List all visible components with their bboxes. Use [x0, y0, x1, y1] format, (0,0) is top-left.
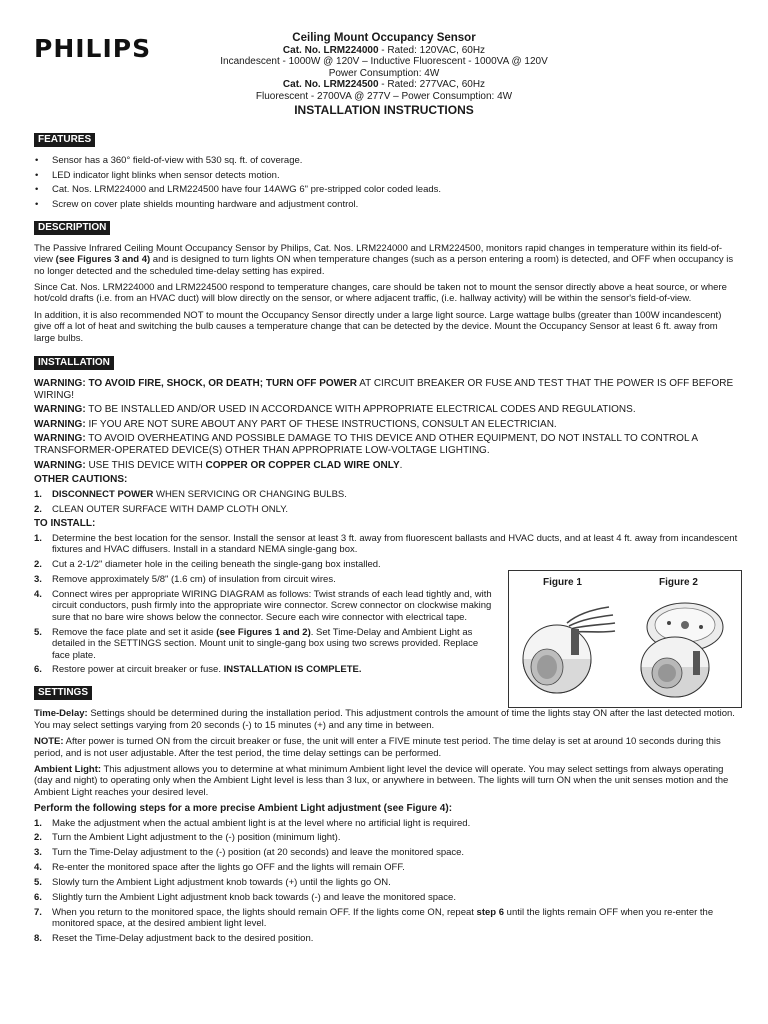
other-cautions-heading: OTHER CAUTIONS: — [34, 474, 128, 486]
step-number: 7. — [34, 907, 42, 918]
settings-heading: SETTINGS — [34, 686, 92, 700]
ambient-step — [34, 877, 740, 888]
note-label: NOTE: — [34, 736, 64, 748]
caution-item — [34, 489, 740, 500]
sensor-side-view-figure — [523, 607, 615, 693]
warning-label: WARNING: — [34, 433, 86, 445]
warning-item — [34, 460, 740, 472]
time-delay-label: Time-Delay: — [34, 708, 88, 720]
desc-text: and is designed to turn lights ON when temperature changes (such as a person entering a room) is detected, and OFF when occupancy is no longer detected and the scheduled time-delay setting has expired. — [34, 254, 734, 277]
install-step — [34, 627, 492, 661]
warning-label: WARNING: — [34, 404, 86, 416]
install-step — [34, 559, 492, 570]
step-text: until the lights remain OFF when you re-enter the monitored space, at the desired ambient light level. — [52, 907, 714, 930]
step-text: Remove approximately 5/8" (1.6 cm) of insulation from circuit wires. — [52, 574, 336, 586]
step-text: Turn the Time-Delay adjustment to the (-) position (at 20 seconds) and leave the monitored space. — [52, 847, 465, 859]
instructions-title: INSTALLATION INSTRUCTIONS — [294, 102, 474, 117]
warning-label: WARNING: — [34, 459, 86, 471]
step-text: Re-enter the monitored space after the lights go OFF and the lights will remain OFF. — [52, 862, 405, 874]
document-body — [34, 133, 740, 948]
ambient-step — [34, 862, 740, 873]
warning-bold: TO AVOID FIRE, SHOCK, OR DEATH; TURN OFF POWER — [85, 378, 357, 390]
figure-ref: (see Figures 3 and 4) — [55, 254, 151, 266]
caution-text: WHEN SERVICING OR CHANGING BULBS. — [153, 488, 347, 500]
warning-text: AT CIRCUIT BREAKER OR FUSE AND TEST THAT THE POWER IS OFF BEFORE WIRING! — [34, 378, 734, 401]
step-text: Turn the Ambient Light adjustment to the (-) position (minimum light). — [52, 832, 341, 844]
feature-item: • Cat. Nos. LRM224000 and LRM224500 have four 14AWG 6" pre-stripped color coded leads. — [52, 184, 740, 195]
ambient-step — [34, 847, 740, 858]
step-number: 2. — [34, 832, 42, 844]
step-text: . Set Time-Delay and Ambient Light as detailed in the SETTINGS section. Mount unit to single-gang box using two screws provided. Replace face plate. — [52, 626, 479, 661]
desc-text: The Passive Infrared Ceiling Mount Occupancy Sensor by Philips, Cat. Nos. LRM224000 and LRM224500, monitors rapid changes in temperature within its field-of-view — [34, 242, 723, 266]
note-paragraph — [34, 736, 740, 759]
warning-item — [34, 433, 740, 456]
warning-label: WARNING: — [34, 378, 86, 390]
install-step — [34, 589, 492, 623]
description-heading: DESCRIPTION — [34, 221, 110, 235]
ambient-step — [34, 818, 740, 829]
step-number: 5. — [34, 626, 42, 638]
sensor-plate-and-dome-figure — [641, 603, 723, 697]
step-number: 1. — [34, 817, 42, 829]
product-title: Ceiling Mount Occupancy Sensor — [292, 32, 476, 44]
step-number: 1. — [34, 488, 42, 500]
step-text: Reset the Time-Delay adjustment back to the desired position. — [52, 933, 314, 945]
install-step — [34, 574, 492, 585]
step-number: 4. — [34, 588, 42, 600]
ambient-steps-list — [34, 818, 740, 945]
warning-label: WARNING: — [34, 418, 86, 430]
spec-line-2: Incandescent - 1000W @ 120V – Inductive Fluorescent - 1000VA @ 120V — [220, 56, 548, 68]
step-number: 4. — [34, 862, 42, 874]
step-number: 3. — [34, 574, 42, 586]
time-delay-text: Settings should be determined during the installation period. This adjustment controls the amount of time the lights stay ON after the last detected motion. You may select settings varying from 20 seconds (-) to 15 minutes (+) and any time in between. — [34, 708, 735, 731]
ambient-step — [34, 892, 740, 903]
ambient-label: Ambient Light: — [34, 763, 102, 775]
step-text: Make the adjustment when the actual ambient light is at the level where no artificial light is required. — [52, 817, 471, 829]
warning-text: TO BE INSTALLED AND/OR USED IN ACCORDANCE WITH APPROPRIATE ELECTRICAL CODES AND REGULATIONS. — [85, 404, 636, 416]
step-text: Slowly turn the Ambient Light adjustment knob towards (+) until the lights go ON. — [52, 877, 391, 889]
figure-ref: (see Figures 1 and 2) — [216, 626, 311, 638]
installation-heading: INSTALLATION — [34, 356, 114, 370]
step-text: Connect wires per appropriate WIRING DIAGRAM as follows: Twist strands of each lead tightly and, with circuit conductors, push firmly into the appropriate wire connector. Screw connector on clockwise making sure that no bare wire shows below the connector. Secure each wire connector with electrical tape. — [52, 588, 492, 623]
step-number: 2. — [34, 559, 42, 571]
warning-text: USE THIS DEVICE WITH — [85, 459, 206, 471]
feature-item: • Screw on cover plate shields mounting hardware and adjustment control. — [52, 199, 740, 210]
step-number: 3. — [34, 847, 42, 859]
description-paragraph-1 — [34, 243, 740, 277]
feature-item: • LED indicator light blinks when sensor detects motion. — [52, 170, 740, 181]
warnings-block — [34, 378, 740, 471]
step-text: When you return to the monitored space, the lights should remain OFF. If the lights come ON, repeat — [52, 907, 477, 918]
step-number: 6. — [34, 892, 42, 904]
install-step — [34, 664, 492, 675]
sensor-illustration — [509, 571, 741, 707]
warning-text: TO AVOID OVERHEATING AND POSSIBLE DAMAGE TO THIS DEVICE AND OTHER EQUIPMENT, DO NOT INSTALL TO CONTROL A TRANSFORMER-OPERATED DEVICE(S) OTHER THAN APPROPRIATE LOW-VOLTAGE LIGHTING. — [34, 433, 698, 457]
warning-item — [34, 378, 740, 401]
spec-line-1 — [200, 45, 568, 57]
step-text: Restore power at circuit breaker or fuse. — [52, 664, 224, 676]
caution-bold: DISCONNECT POWER — [52, 488, 154, 500]
spec-line-5: Fluorescent - 2700VA @ 277V – Power Consumption: 4W — [255, 90, 513, 102]
cat-no-1: Cat. No. LRM224000 — [282, 44, 379, 56]
step-number: 6. — [34, 664, 42, 676]
warning-text: . — [399, 459, 403, 471]
features-heading: FEATURES — [34, 133, 95, 147]
caution-item — [34, 504, 740, 515]
step-text: Slightly turn the Ambient Light adjustment knob back towards (-) and leave the monitored space. — [52, 892, 456, 904]
warning-bold: COPPER OR COPPER CLAD WIRE ONLY — [205, 459, 400, 471]
document-header — [200, 33, 568, 116]
step-ref: step 6 — [476, 907, 505, 918]
description-paragraph-2: Since Cat. Nos. LRM224000 and LRM224500 respond to temperature changes, care should be taken not to mount the sensor directly above a heat source, or where hot/cold drafts (i.e. from an HVAC duct) will blow directly on the sensor, or where adjacent traffic, (i.e. hallway activity) will be within the sensor's field-of-view. — [34, 282, 727, 305]
step-number: 8. — [34, 933, 42, 945]
warning-item — [34, 404, 740, 416]
time-delay-paragraph — [34, 708, 740, 731]
note-text: After power is turned ON from the circuit breaker or fuse, the unit will enter a FIVE minute test period. The time delay is set at around 10 seconds during this period, and is not user adjustable. After the test period, the time delay settings can be performed. — [34, 736, 721, 759]
description-paragraph-3: In addition, it is also recommended NOT to mount the Occupancy Sensor directly under a large light source. Large wattage bulbs (greater than 100W incandescent) give off a lot of heat and switching the bulb causes a temperature change that can be detected by the device. Mount the Occupancy Sensor at least 6 ft. away from large bulbs. — [34, 309, 722, 344]
install-step — [34, 533, 740, 556]
caution-text: CLEAN OUTER SURFACE WITH DAMP CLOTH ONLY. — [52, 503, 288, 515]
ambient-step — [34, 832, 740, 843]
feature-item: • Sensor has a 360° field-of-view with 530 sq. ft. of coverage. — [52, 155, 740, 166]
warning-text: IF YOU ARE NOT SURE ABOUT ANY PART OF THESE INSTRUCTIONS, CONSULT AN ELECTRICIAN. — [85, 418, 557, 430]
figures-box — [508, 570, 742, 708]
step-text: Remove the face plate and set it aside — [52, 626, 217, 638]
rating-1: - Rated: 120VAC, 60Hz — [378, 44, 486, 56]
figure-2-label: Figure 2 — [659, 577, 698, 588]
complete-text: INSTALLATION IS COMPLETE. — [223, 664, 362, 676]
rating-2: - Rated: 277VAC, 60Hz — [378, 79, 486, 91]
ambient-paragraph — [34, 764, 740, 798]
perform-heading: Perform the following steps for a more precise Ambient Light adjustment (see Figure 4): — [34, 803, 453, 815]
warning-item — [34, 419, 740, 431]
philips-logo: PHILIPS — [34, 34, 152, 63]
spec-line-4 — [200, 79, 568, 91]
ambient-text: This adjustment allows you to determine at what minimum Ambient light level the device will operate. You may select settings from always operating (day and night) to operating only when the Ambient Light level is less than 3 lux, or anywhere in between. The lights will turn ON when the unit senses motion and the Ambient Light reaches your desired level. — [34, 763, 729, 798]
cat-no-2: Cat. No. LRM224500 — [282, 79, 379, 91]
step-text: Cut a 2-1/2" diameter hole in the ceiling beneath the single-gang box installed. — [52, 559, 381, 571]
spec-line-3: Power Consumption: 4W — [328, 67, 440, 79]
step-number: 2. — [34, 503, 42, 515]
step-text: Determine the best location for the sensor. Install the sensor at least 3 ft. away from fluorescent ballasts and HVAC ducts, and at least 4 ft. away from incandescent fixtures and HVAC diffusers. Install in a standard NEMA single-gang box. — [52, 532, 738, 556]
ambient-step — [34, 933, 740, 944]
ambient-step — [34, 907, 740, 930]
step-number: 5. — [34, 877, 42, 889]
cautions-list — [34, 489, 740, 515]
features-list — [34, 155, 740, 211]
step-number: 1. — [34, 532, 42, 544]
figure-1-label: Figure 1 — [543, 577, 582, 588]
to-install-heading: TO INSTALL: — [34, 518, 96, 530]
